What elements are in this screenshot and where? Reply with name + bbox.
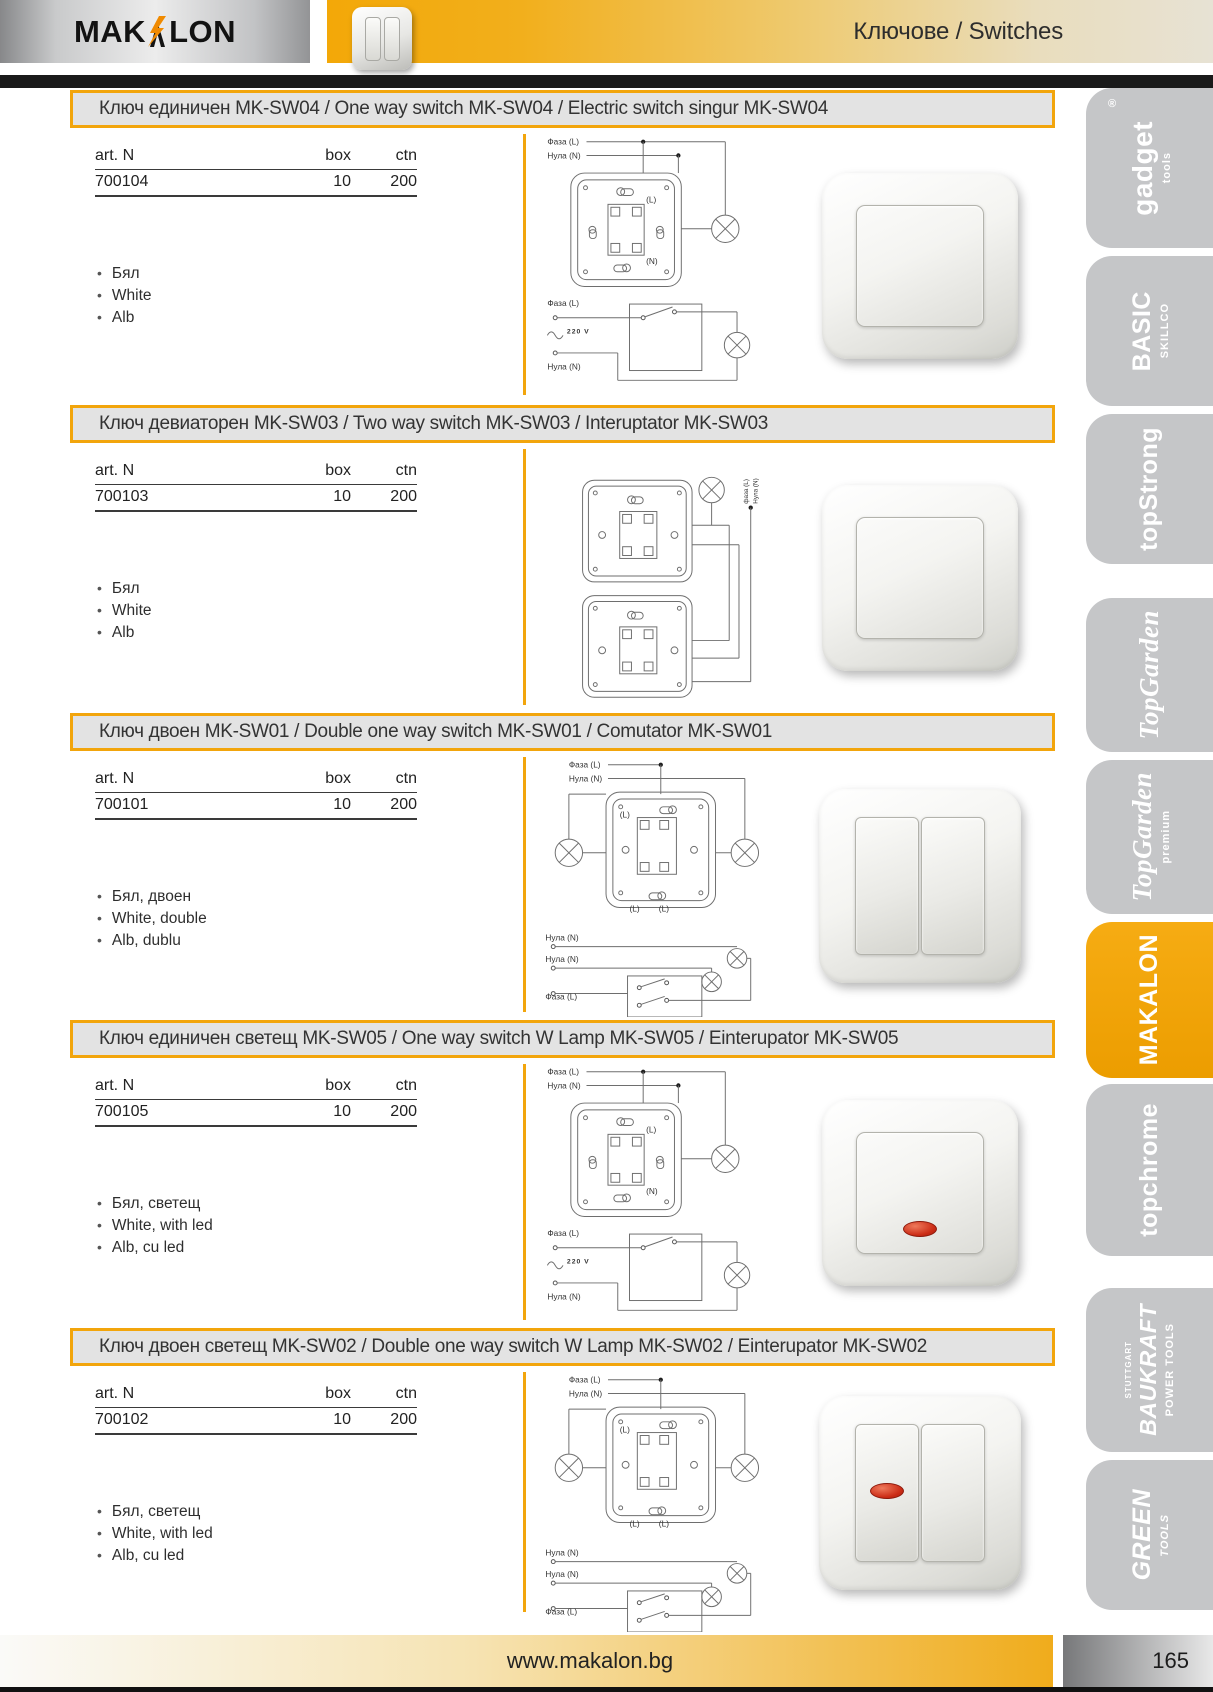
brand-sublabel: premium <box>1160 810 1172 864</box>
brand-sublabel: TOOLS <box>1159 1513 1171 1557</box>
switch-rocker-right <box>921 817 985 955</box>
gold-divider <box>523 757 526 1012</box>
switch-plate <box>583 596 692 698</box>
svg-text:Фаза (L): Фаза (L) <box>568 1374 601 1385</box>
color-option: • Alb <box>97 307 523 329</box>
spec-table <box>95 767 417 820</box>
svg-text:фаза (L): фаза (L) <box>742 479 750 504</box>
ctn-qty: 200 <box>390 796 417 813</box>
svg-text:(L): (L) <box>646 194 657 205</box>
brand-label: topchrome <box>1135 1103 1163 1237</box>
svg-text:Нула (N): Нула (N) <box>568 1388 603 1399</box>
svg-text:Фаза (L): Фаза (L) <box>547 1066 580 1077</box>
svg-text:Фаза (L): Фаза (L) <box>547 136 580 147</box>
svg-text:Нула (N): Нула (N) <box>545 954 579 965</box>
col-header-box: box <box>325 1077 351 1094</box>
section-title: Ключ единичен MK-SW04 / One way switch MK-SW04 / Electric switch singur MK-SW04 <box>99 98 829 119</box>
led-indicator <box>903 1221 937 1237</box>
col-header-box: box <box>325 147 351 164</box>
svg-text:Нула (N): Нула (N) <box>545 932 579 943</box>
sidebar-tab-topgarden <box>1086 598 1213 752</box>
product-section-mk-sw01 <box>70 713 1055 1020</box>
brand-label: BAUKRAFT <box>1134 1304 1161 1436</box>
color-option: • Alb, cu led <box>97 1237 523 1259</box>
col-header-art: art. N <box>95 462 135 479</box>
table-header-row <box>95 459 417 485</box>
brand-sublabel: SKILLCO <box>1159 303 1171 359</box>
sidebar-tab-green-tools <box>1086 1460 1213 1610</box>
lightning-bolt-icon <box>147 16 168 48</box>
sidebar-tab-makalon-active <box>1086 922 1213 1078</box>
brand-sublabel: POWER TOOLS <box>1163 1323 1176 1417</box>
header-logo-panel <box>0 0 310 63</box>
svg-text:(L): (L) <box>629 903 640 914</box>
lamp-symbol <box>731 839 758 866</box>
lamp-symbol <box>712 215 739 242</box>
color-option: • White, with led <box>97 1215 523 1237</box>
switch-plate <box>583 480 692 582</box>
product-section-mk-sw04 <box>70 90 1055 403</box>
schematic <box>551 1560 750 1632</box>
sidebar-tab-basic-skillco <box>1086 256 1213 406</box>
product-photo-single-switch-led <box>822 1100 1018 1286</box>
svg-text:Нула (N): Нула (N) <box>547 361 581 372</box>
svg-text:Фаза (L): Фаза (L) <box>547 298 580 309</box>
color-option: • Бял <box>97 578 523 600</box>
color-option: • White, double <box>97 908 523 930</box>
svg-text:Нула (N): Нула (N) <box>547 150 581 161</box>
lamp-symbol <box>699 477 724 502</box>
section-banner <box>70 713 1055 751</box>
page-number: 165 <box>1063 1635 1213 1687</box>
art-number: 700104 <box>95 173 149 190</box>
svg-text:Нула (N): Нула (N) <box>547 1291 581 1302</box>
box-qty: 10 <box>333 488 351 505</box>
col-header-box: box <box>325 770 351 787</box>
brand-sublabel-top: STUTTGART <box>1123 1341 1133 1399</box>
footer-band <box>0 1635 1053 1687</box>
section-title: Ключ девиаторен MK-SW03 / Two way switch MK-SW03 / Interuptator MK-SW03 <box>99 413 769 434</box>
art-number: 700105 <box>95 1103 149 1120</box>
product-section-mk-sw03 <box>70 405 1055 713</box>
makalon-logo <box>74 14 236 50</box>
header-divider-bar <box>0 75 1213 88</box>
svg-text:Нула (N): Нула (N) <box>547 1080 581 1091</box>
col-header-art: art. N <box>95 770 135 787</box>
footer-bottom-bar <box>0 1687 1213 1692</box>
color-option: • Бял, светещ <box>97 1501 523 1523</box>
spec-table <box>95 144 417 197</box>
svg-text:(N): (N) <box>646 255 658 266</box>
sidebar-tab-topgarden-premium <box>1086 760 1213 914</box>
art-number: 700102 <box>95 1411 149 1428</box>
brand-label: TopGarden <box>1127 772 1157 902</box>
svg-text:Фаза (L): Фаза (L) <box>545 991 578 1002</box>
sidebar-tab-gadget <box>1086 88 1213 248</box>
svg-text:220 V: 220 V <box>566 1258 590 1266</box>
color-option: • Alb, cu led <box>97 1545 523 1567</box>
svg-text:Фаза (L): Фаза (L) <box>545 1606 578 1617</box>
table-header-row <box>95 144 417 170</box>
brand-label: topStrong <box>1135 427 1163 551</box>
wiring-diagram-single-switch <box>532 1062 770 1324</box>
switch-plate <box>571 173 681 286</box>
color-option: • White, with led <box>97 1523 523 1545</box>
section-title: Ключ двоен светещ MK-SW02 / Double one way switch W Lamp MK-SW02 / Einterupator MK-SW02 <box>99 1336 928 1357</box>
wiring-diagram-two-way-switch <box>532 447 770 709</box>
spec-table <box>95 1074 417 1127</box>
spec-table <box>95 459 417 512</box>
wiring-diagram-double-switch <box>532 1370 770 1632</box>
logo-text-right: LON <box>169 13 237 49</box>
gold-divider <box>523 1064 526 1320</box>
schematic <box>551 945 750 1017</box>
lamp-symbol <box>555 839 582 866</box>
led-indicator <box>870 1483 904 1499</box>
color-options <box>97 1501 523 1567</box>
section-banner <box>70 1020 1055 1058</box>
logo-text-left: MAK <box>73 13 147 49</box>
svg-text:Фаза (L): Фаза (L) <box>547 1228 580 1239</box>
brand-sublabel: tools <box>1160 152 1173 184</box>
col-header-ctn: ctn <box>395 770 417 787</box>
product-photo-double-switch <box>819 789 1021 983</box>
ctn-qty: 200 <box>390 488 417 505</box>
section-banner <box>70 90 1055 128</box>
table-row <box>95 1408 417 1435</box>
col-header-art: art. N <box>95 1385 135 1402</box>
product-section-mk-sw02 <box>70 1328 1055 1620</box>
col-header-box: box <box>325 1385 351 1402</box>
sidebar-tab-topchrome <box>1086 1084 1213 1256</box>
lamp-symbol <box>555 1454 582 1481</box>
switch-icon-rocker <box>384 17 400 61</box>
page-title: Ключове / Switches <box>853 17 1063 45</box>
switch-icon-rocker <box>365 17 381 61</box>
brand-label: MAKALON <box>1135 934 1163 1066</box>
table-header-row <box>95 767 417 793</box>
product-photo-single-switch <box>822 485 1018 671</box>
color-options <box>97 1193 523 1259</box>
switch-icon <box>352 7 412 70</box>
website-url: www.makalon.bg <box>506 1648 674 1673</box>
color-option: • White <box>97 285 523 307</box>
spec-table <box>95 1382 417 1435</box>
product-photo-single-switch <box>822 173 1018 359</box>
col-header-art: art. N <box>95 147 135 164</box>
switch-rocker <box>856 517 984 639</box>
svg-text:Нула (N): Нула (N) <box>568 773 603 784</box>
switch-rocker-right <box>921 1424 985 1562</box>
wiring-diagram-double-switch <box>532 755 770 1017</box>
page-footer <box>0 1635 1213 1687</box>
box-qty: 10 <box>333 1103 351 1120</box>
color-options <box>97 886 523 952</box>
gold-divider <box>523 449 526 705</box>
gold-divider <box>523 1372 526 1612</box>
svg-text:220 V: 220 V <box>566 328 590 336</box>
ctn-qty: 200 <box>390 1103 417 1120</box>
switch-rocker <box>856 205 984 327</box>
ctn-qty: 200 <box>390 1411 417 1428</box>
table-row <box>95 170 417 197</box>
svg-text:(L): (L) <box>619 809 630 820</box>
color-option: • Alb, dublu <box>97 930 523 952</box>
svg-text:Нула (N): Нула (N) <box>752 478 760 504</box>
product-section-mk-sw05 <box>70 1020 1055 1328</box>
table-row <box>95 485 417 512</box>
art-number: 700103 <box>95 488 149 505</box>
svg-text:(L): (L) <box>646 1124 657 1135</box>
section-banner <box>70 1328 1055 1366</box>
color-options <box>97 263 523 329</box>
table-header-row <box>95 1382 417 1408</box>
wiring-diagram-single-switch <box>532 132 770 394</box>
col-header-ctn: ctn <box>395 147 417 164</box>
svg-text:(L): (L) <box>619 1424 630 1435</box>
brand-label: gadget <box>1126 120 1158 216</box>
switch-rocker <box>856 1132 984 1254</box>
switch-rocker-left <box>855 1424 919 1562</box>
section-banner <box>70 405 1055 443</box>
lamp-symbol <box>712 1145 739 1172</box>
art-number: 700101 <box>95 796 149 813</box>
svg-text:(L): (L) <box>658 1518 669 1529</box>
table-header-row <box>95 1074 417 1100</box>
switch-rocker-left <box>855 817 919 955</box>
table-row <box>95 1100 417 1127</box>
svg-text:(L): (L) <box>629 1518 640 1529</box>
ctn-qty: 200 <box>390 173 417 190</box>
brand-label: BASIC <box>1128 290 1156 372</box>
color-option: • Бял, двоен <box>97 886 523 908</box>
color-option: • Alb <box>97 622 523 644</box>
ac-symbol <box>547 332 563 339</box>
col-header-art: art. N <box>95 1077 135 1094</box>
box-qty: 10 <box>333 796 351 813</box>
brand-label: GREEN <box>1128 1489 1156 1581</box>
product-photo-double-switch-led <box>819 1396 1021 1590</box>
svg-text:(L): (L) <box>658 903 669 914</box>
sidebar-tab-topstrong <box>1086 414 1213 564</box>
col-header-ctn: ctn <box>395 1385 417 1402</box>
registered-mark: ® <box>1108 98 1117 110</box>
color-option: • White <box>97 600 523 622</box>
brand-tab-sidebar <box>1086 86 1213 1626</box>
col-header-ctn: ctn <box>395 462 417 479</box>
svg-text:Нула (N): Нула (N) <box>545 1569 579 1580</box>
color-option: • Бял, светещ <box>97 1193 523 1215</box>
header-band <box>327 0 1213 63</box>
color-option: • Бял <box>97 263 523 285</box>
section-title: Ключ единичен светещ MK-SW05 / One way switch W Lamp MK-SW05 / Einterupator MK-SW05 <box>99 1028 899 1049</box>
color-options <box>97 578 523 644</box>
svg-text:Нула (N): Нула (N) <box>545 1547 579 1558</box>
brand-label: TopGarden <box>1134 610 1164 740</box>
section-title: Ключ двоен MK-SW01 / Double one way switch MK-SW01 / Comutator MK-SW01 <box>99 721 772 742</box>
sidebar-tab-baukraft <box>1086 1288 1213 1452</box>
col-header-box: box <box>325 462 351 479</box>
box-qty: 10 <box>333 1411 351 1428</box>
svg-text:Фаза (L): Фаза (L) <box>568 759 601 770</box>
col-header-ctn: ctn <box>395 1077 417 1094</box>
lamp-symbol <box>731 1454 758 1481</box>
ac-symbol <box>547 1262 563 1269</box>
table-row <box>95 793 417 820</box>
switch-plate <box>571 1103 681 1216</box>
box-qty: 10 <box>333 173 351 190</box>
svg-text:(N): (N) <box>646 1185 658 1196</box>
gold-divider <box>523 134 526 395</box>
